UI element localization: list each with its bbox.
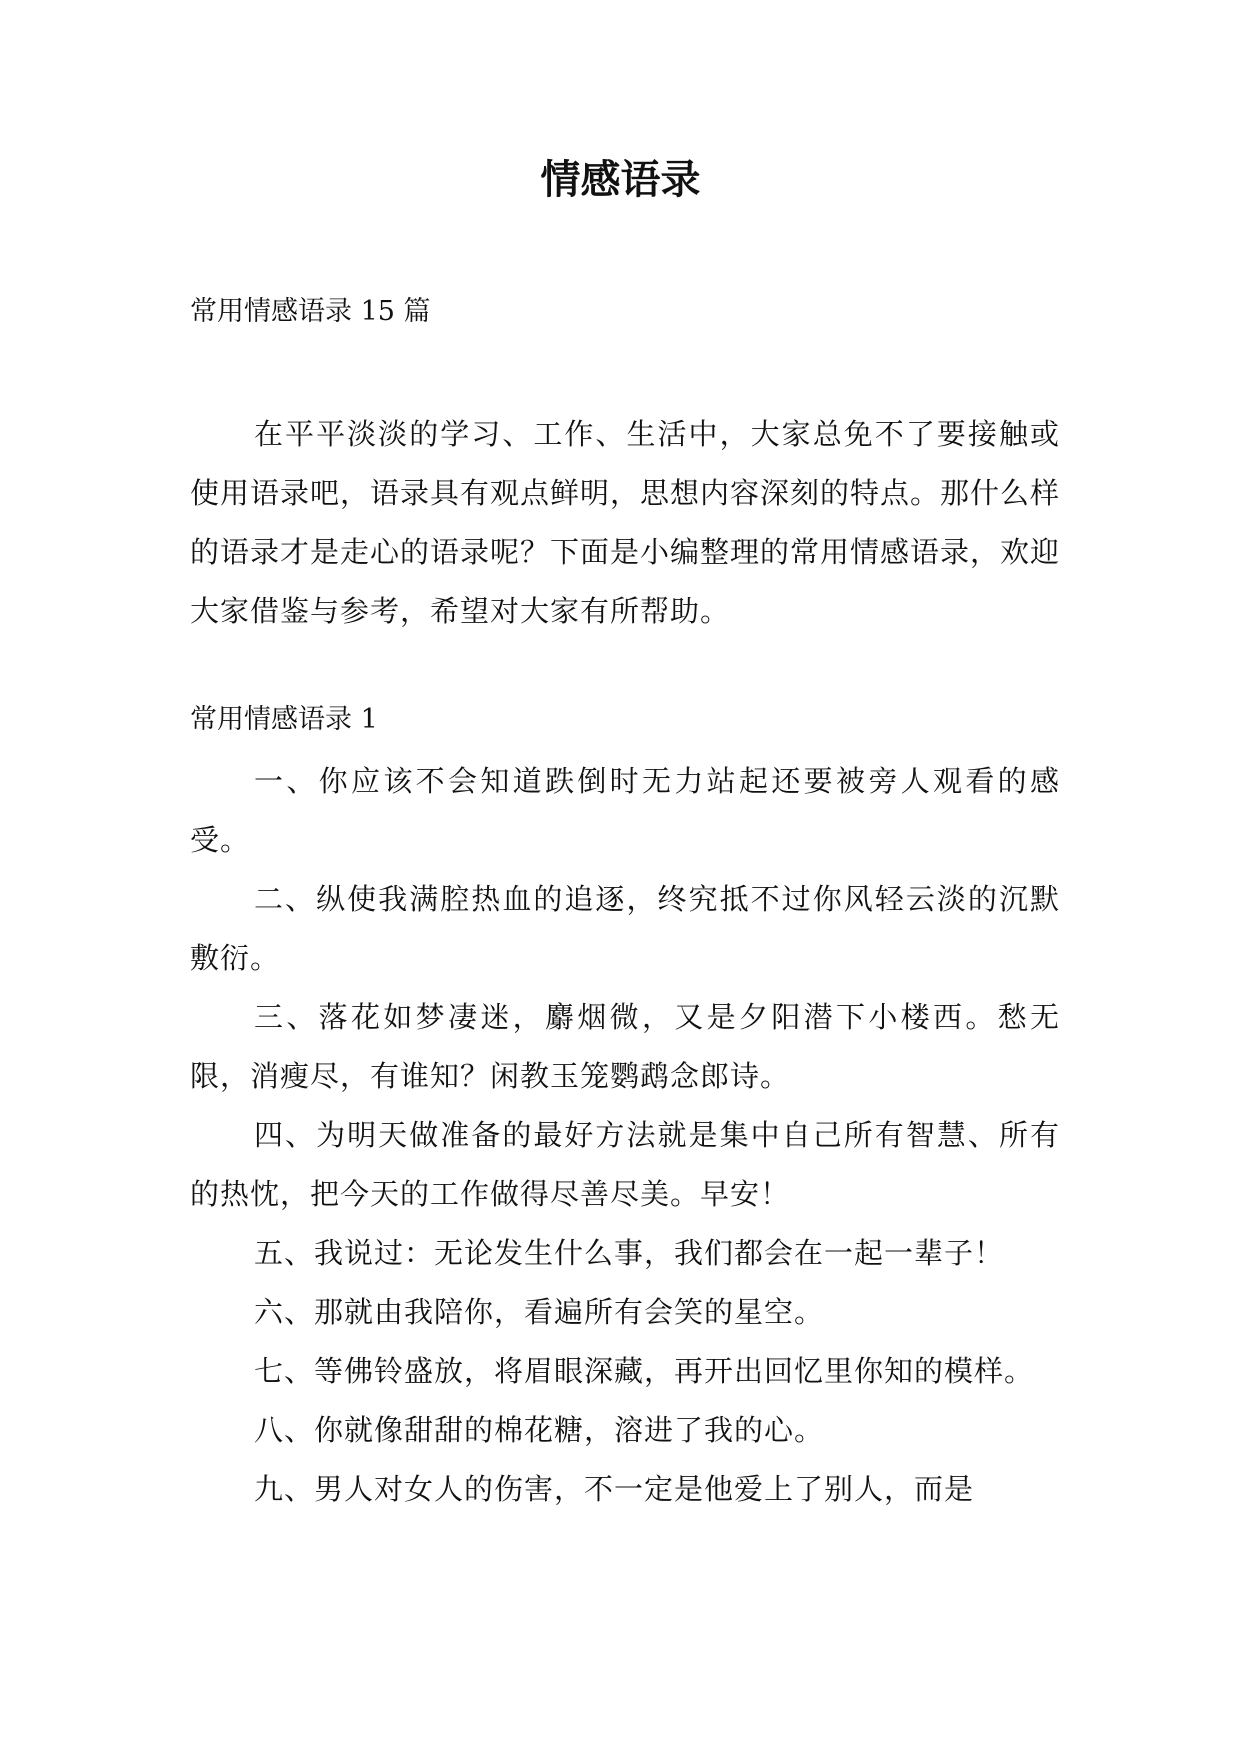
section-heading: 常用情感语录 1 [190,704,378,735]
quote-list [190,752,1060,1519]
quote-item: 九、男人对女人的伤害，不一定是他爱上了别人，而是 [254,1472,975,1506]
quote-item: 一、你应该不会知道跌倒时无力站起还要被旁人观看的感受。 [190,764,1060,857]
quote-item: 八、你就像甜甜的棉花糖，溶进了我的心。 [254,1413,825,1447]
quote-item: 三、落花如梦凄迷，麝烟微，又是夕阳潜下小楼西。愁无限，消瘦尽，有谁知？闲教玉笼鹦鹉念郎诗。 [190,1000,1060,1093]
document-subtitle: 常用情感语录 15 篇 [190,296,431,327]
quote-item: 六、那就由我陪你，看遍所有会笑的星空。 [254,1295,825,1329]
quote-item: 四、为明天做准备的最好方法就是集中自己所有智慧、所有的热忱，把今天的工作做得尽善尽美。早安！ [190,1118,1060,1211]
document-title: 情感语录 [540,157,701,203]
quote-item: 二、纵使我满腔热血的追逐，终究抵不过你风轻云淡的沉默敷衍。 [190,882,1060,975]
quote-item: 五、我说过：无论发生什么事，我们都会在一起一辈子！ [254,1236,1005,1270]
quote-item: 七、等佛铃盛放，将眉眼深藏，再开出回忆里你知的模样。 [254,1354,1035,1388]
intro-paragraph: 在平平淡淡的学习、工作、生活中，大家总免不了要接触或使用语录吧，语录具有观点鲜明，思想内容深刻的特点。那什么样的语录才是走心的语录呢？下面是小编整理的常用情感语录，欢迎大家借鉴与参考，希望对大家有所帮助。 [190,417,1061,628]
